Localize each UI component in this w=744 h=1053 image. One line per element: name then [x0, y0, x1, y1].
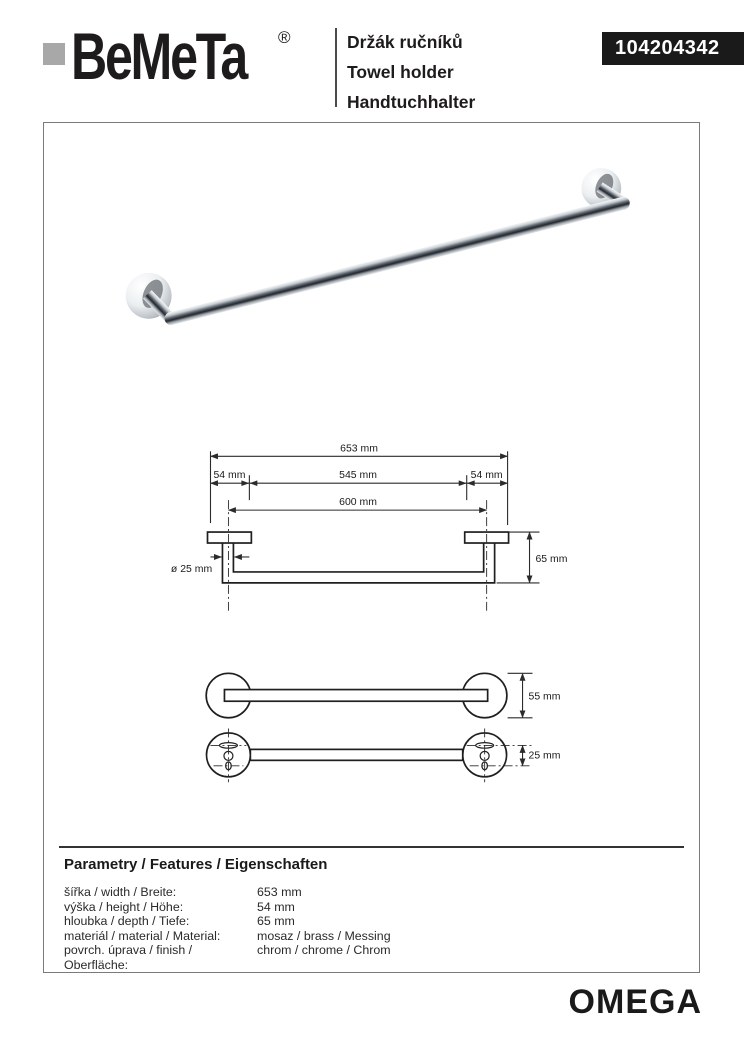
product-title-de: Handtuchhalter [347, 92, 476, 112]
parameters-separator [59, 846, 684, 848]
dimension-drawing-side-view [171, 443, 568, 612]
param-label: šířka / width / Breite: [64, 885, 177, 899]
product-title-cs: Držák ručníků [347, 32, 463, 52]
product-titles [347, 27, 475, 117]
logo-square-icon [43, 43, 65, 65]
table-row [64, 914, 679, 929]
content-box [43, 122, 700, 973]
front-bar [224, 690, 487, 702]
param-label: materiál / material / Material: [64, 928, 221, 943]
param-value: 65 mm [257, 914, 295, 929]
registered-trademark-icon: ® [278, 28, 291, 47]
bar-outer-outline [222, 543, 494, 583]
towel-bar [163, 195, 631, 326]
dim-label-25: 25 mm [528, 750, 561, 762]
product-title-en: Towel holder [347, 62, 454, 82]
dimension-drawing-top-view [207, 728, 561, 782]
dim-label-600: 600 mm [339, 497, 377, 509]
left-flange [208, 532, 252, 543]
table-row [64, 943, 679, 972]
dim-label-55: 55 mm [528, 691, 561, 703]
dim-label-545: 545 mm [339, 470, 377, 482]
param-value: 653 mm [257, 885, 302, 899]
drawings-canvas [44, 123, 699, 972]
dim-label-54-left: 54 mm [213, 470, 246, 482]
parameters-table [64, 885, 679, 973]
dim-label-54-right: 54 mm [470, 470, 503, 482]
series-name: OMEGA [568, 983, 702, 1021]
param-value: chrom / chrome / Chrom [257, 943, 391, 958]
param-value: 54 mm [257, 899, 295, 914]
dim-label-653: 653 mm [340, 443, 378, 455]
top-bar [250, 749, 462, 760]
bar-inner-outline [233, 543, 483, 572]
param-value: mosaz / brass / Messing [257, 928, 391, 943]
product-code-badge [602, 32, 744, 65]
dim-label-diameter-25: ø 25 mm [170, 563, 213, 575]
param-label: povrch. úprava / finish / Oberfläche: [64, 943, 193, 972]
dimension-drawing-front-view [206, 673, 561, 717]
table-row [64, 929, 679, 944]
parameters-heading: Parametry / Features / Eigenschaften [64, 856, 328, 873]
brand-logo [71, 19, 301, 93]
table-row [64, 885, 679, 900]
product-photo [126, 168, 631, 326]
param-label: výška / height / Höhe: [64, 899, 184, 914]
brand-logo-text: BeMeTa [71, 19, 246, 93]
dim-label-65: 65 mm [535, 553, 568, 565]
table-row [64, 900, 679, 915]
header-divider [335, 28, 337, 107]
product-code: 104204342 [615, 37, 720, 59]
param-label: hloubka / depth / Tiefe: [64, 914, 190, 929]
